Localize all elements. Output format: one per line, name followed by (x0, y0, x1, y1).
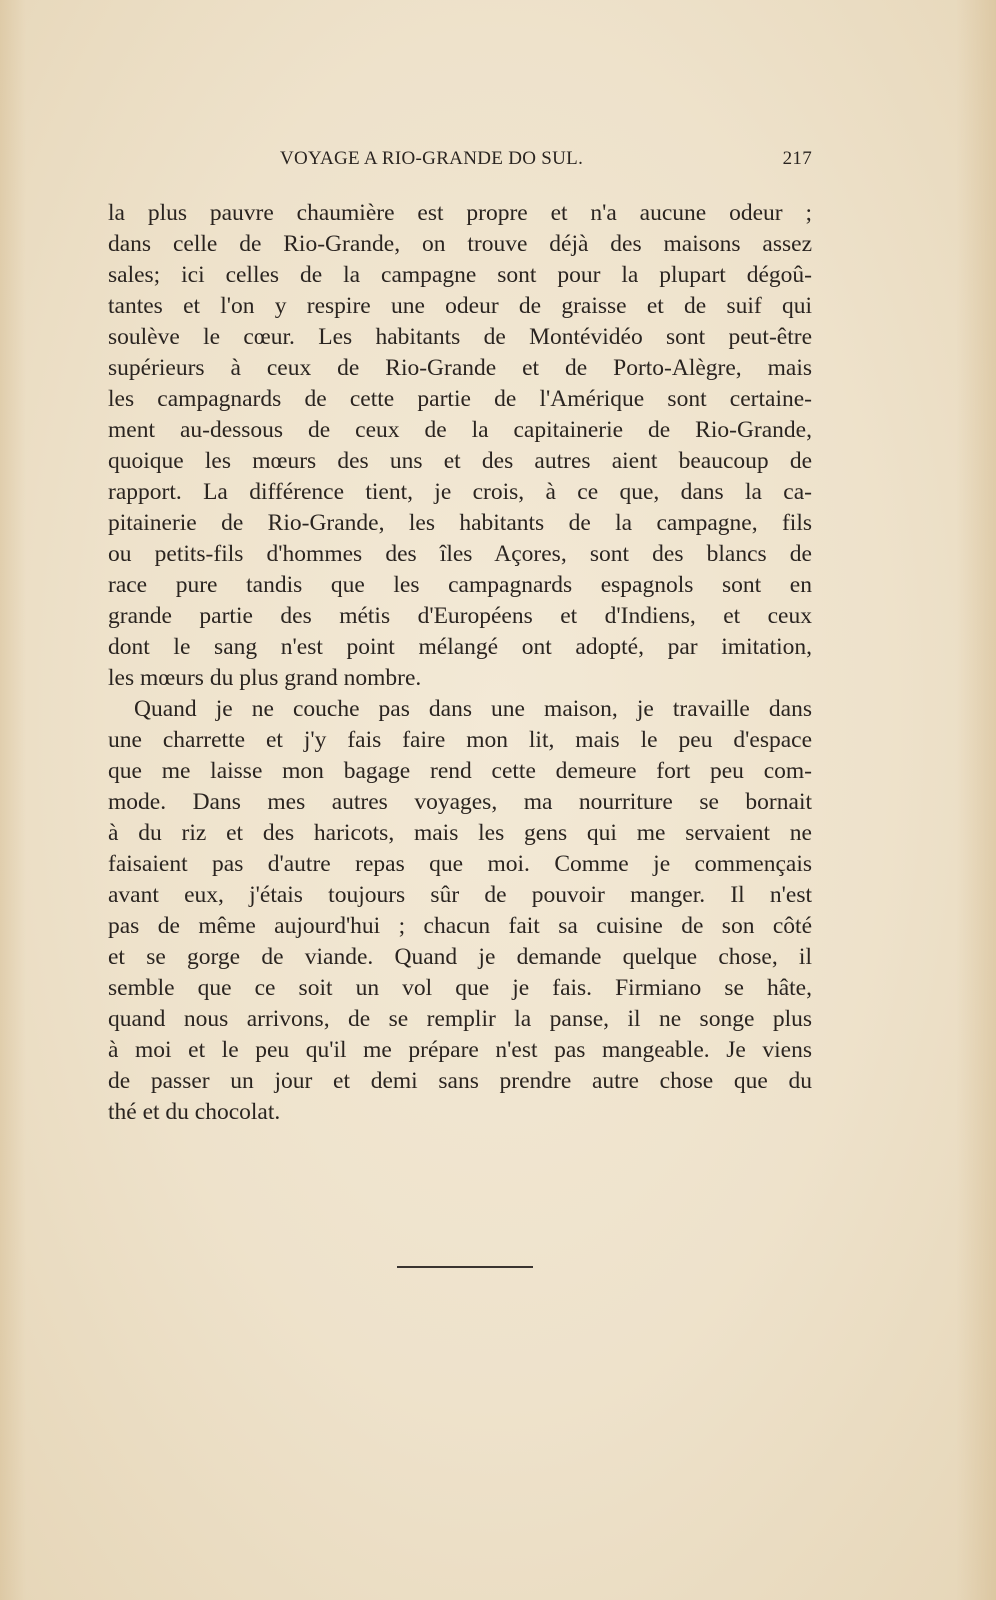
running-title: VOYAGE A RIO-GRANDE DO SUL. (280, 148, 584, 169)
text-line: semble que ce soit un vol que je fais. Firmiano se hâte, (108, 975, 812, 1001)
text-line: à du riz et des haricots, mais les gens qui me servaient ne (108, 820, 812, 846)
page-edge-shadow-right (956, 0, 996, 1600)
text-line: à moi et le peu qu'il me prépare n'est pas mangeable. Je viens (108, 1037, 812, 1063)
text-line: quoique les mœurs des uns et des autres aient beaucoup de (108, 448, 812, 474)
text-line: ou petits-fils d'hommes des îles Açores, sont des blancs de (108, 541, 812, 567)
text-line: les campagnards de cette partie de l'Amérique sont certaine- (108, 386, 812, 412)
text-line: mode. Dans mes autres voyages, ma nourriture se bornait (108, 789, 812, 815)
text-line: tantes et l'on y respire une odeur de graisse et de suif qui (108, 293, 812, 319)
text-line: sales; ici celles de la campagne sont pour la plupart dégoû- (108, 262, 812, 288)
text-line: faisaient pas d'autre repas que moi. Comme je commençais (108, 851, 812, 877)
text-line: de passer un jour et demi sans prendre autre chose que du (108, 1068, 812, 1094)
paragraph-2 (108, 694, 812, 1128)
text-line: race pure tandis que les campagnards espagnols sont en (108, 572, 812, 598)
text-line: la plus pauvre chaumière est propre et n'a aucune odeur ; (108, 200, 812, 226)
text-line: avant eux, j'étais toujours sûr de pouvoir manger. Il n'est (108, 882, 812, 908)
text-line: et se gorge de viande. Quand je demande quelque chose, il (108, 944, 812, 970)
text-line: les mœurs du plus grand nombre. (108, 665, 422, 691)
text-line: Quand je ne couche pas dans une maison, je travaille dans (134, 696, 812, 722)
text-line: une charrette et j'y fais faire mon lit, mais le peu d'espace (108, 727, 812, 753)
text-line: pas de même aujourd'hui ; chacun fait sa cuisine de son côté (108, 913, 812, 939)
text-line: dans celle de Rio-Grande, on trouve déjà des maisons assez (108, 231, 812, 257)
text-line: ment au-dessous de ceux de la capitainerie de Rio-Grande, (108, 417, 812, 443)
paragraph-1 (108, 198, 812, 694)
text-line: grande partie des métis d'Européens et d'Indiens, et ceux (108, 603, 812, 629)
page-number: 217 (782, 148, 812, 169)
text-line: dont le sang n'est point mélangé ont adopté, par imitation, (108, 634, 812, 660)
text-line: quand nous arrivons, de se remplir la panse, il ne songe plus (108, 1006, 812, 1032)
running-head (108, 148, 812, 174)
body-text (108, 198, 812, 1128)
text-line: soulève le cœur. Les habitants de Montévidéo sont peut-être (108, 324, 812, 350)
text-line: supérieurs à ceux de Rio-Grande et de Porto-Alègre, mais (108, 355, 812, 381)
text-line: pitainerie de Rio-Grande, les habitants de la campagne, fils (108, 510, 812, 536)
end-rule (397, 1266, 533, 1268)
text-line: rapport. La différence tient, je crois, à ce que, dans la ca- (108, 479, 812, 505)
page-edge-shadow-left (0, 0, 26, 1600)
text-line: thé et du chocolat. (108, 1099, 281, 1125)
text-line: que me laisse mon bagage rend cette demeure fort peu com- (108, 758, 812, 784)
